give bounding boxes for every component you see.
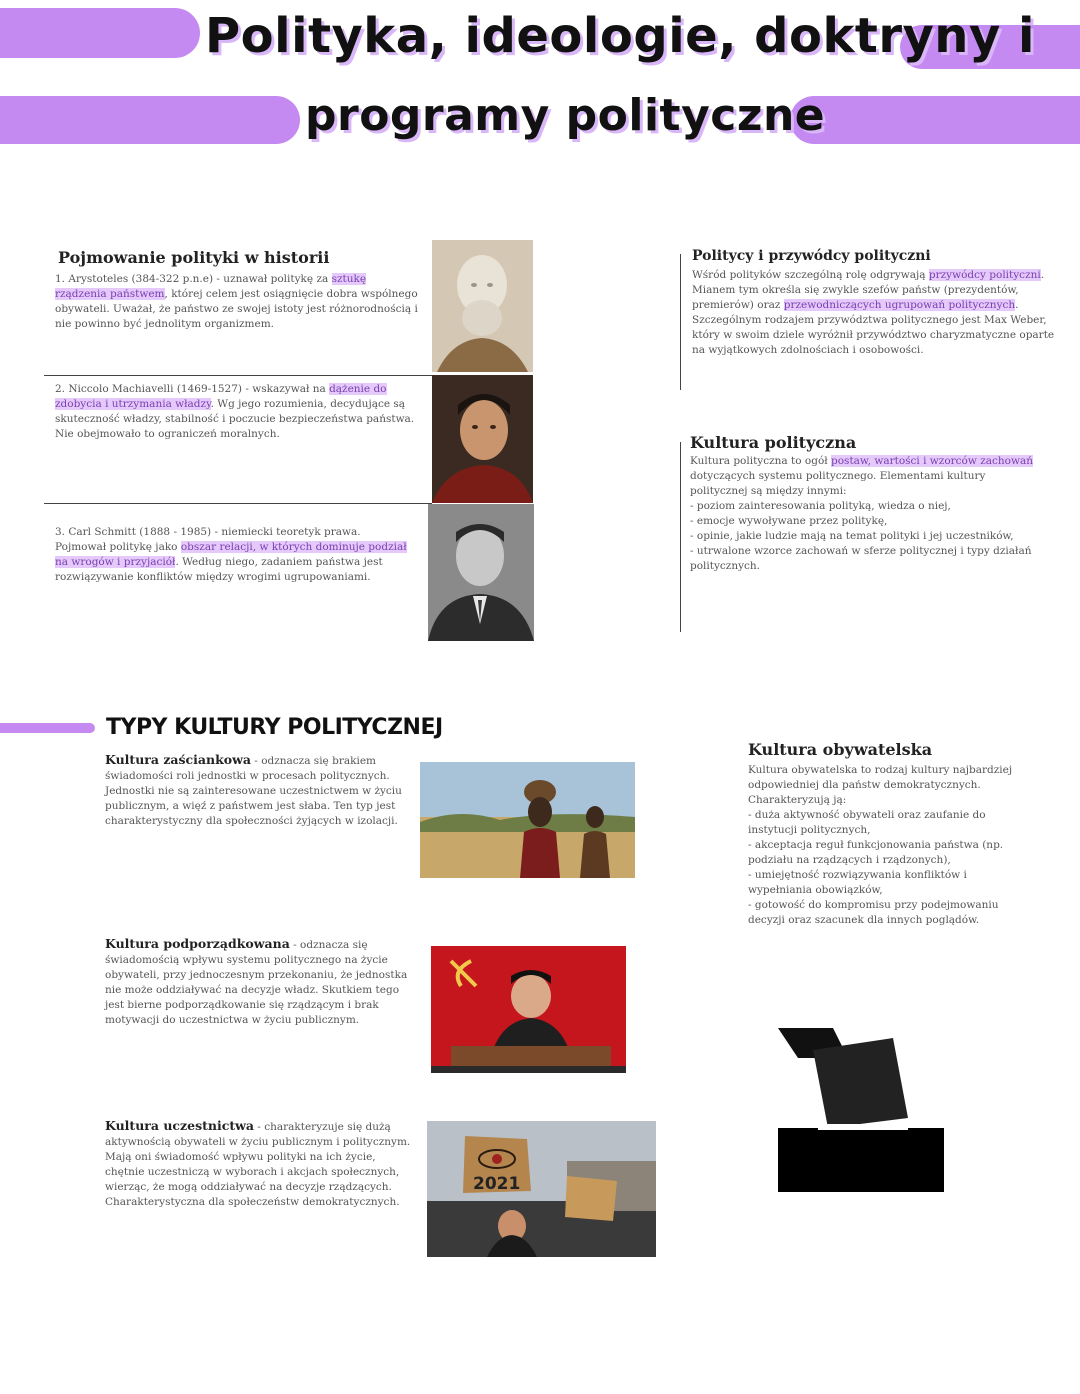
title-bar-left-2 bbox=[0, 96, 300, 144]
culture-item-4: - utrwalone wzorce zachowań w sferze politycznej i typy działań politycznych. bbox=[690, 545, 1032, 572]
protest-photo-image bbox=[427, 1121, 656, 1257]
culture-item-3: - opinie, jakie ludzie mają na temat polityki i jej uczestników, bbox=[690, 530, 1014, 542]
civic-culture-heading: Kultura obywatelska bbox=[748, 740, 933, 759]
page-title-line-1: Polityka, ideologie, doktryny i bbox=[205, 8, 1035, 64]
schmitt-portrait-image bbox=[428, 504, 534, 641]
culture-rule bbox=[680, 442, 681, 632]
civic-culture-text: Kultura obywatelska to rodzaj kultury najbardziej odpowiedniej dla państw demokratycznych. Charakteryzują ją: - duża aktywność obywateli oraz zaufanie do instytucji politycznych, - akceptacja reguł funkcjonowania państwa (np. podziału na rządzących i rządzonych), - umiejętność rozwiązywania konfliktów i wypełniania obowiązków, - gotowość do kompromisu przy podejmowaniu decyzji oraz szacunek dla innych poglądów. bbox=[748, 763, 1018, 928]
tribe-photo-image bbox=[420, 762, 635, 878]
history-divider-1 bbox=[44, 375, 432, 376]
leaders-text: Wśród polityków szczególną rolę odgrywają przywódcy polityczni. Mianem tym określa się zwykle szefów państw (prezydentów, premierów) oraz przewodniczących ugrupowań politycznych. Szczególnym rodzajem przywództwa politycznego jest Max Weber, który w swoim dziele wyróżnił przywództwo charyzmatyczne oparte na wyjątkowych zdolnościach i osobowości. bbox=[692, 269, 1055, 356]
history-divider-2 bbox=[44, 503, 432, 504]
civic-item-2: - akceptacja reguł funkcjonowania państwa (np. podziału na rządzących i rządzonych), bbox=[748, 839, 1004, 866]
machiavelli-portrait-image bbox=[432, 375, 533, 503]
title-bar-right-2 bbox=[790, 96, 1080, 144]
history-entry-3: 3. Carl Schmitt (1888 - 1985) - niemiecki teoretyk prawa. Pojmował politykę jako obszar relacji, w których dominuje podział na wrogów i przyjaciół. Według niego, zadaniem państwa jest rozwiązywanie konfliktów między wrogimi ugrupowaniami. bbox=[55, 526, 407, 583]
types-bar bbox=[0, 723, 95, 733]
types-heading: TYPY KULTURY POLITYCZNEJ bbox=[106, 715, 443, 740]
culture-heading: Kultura polityczna bbox=[690, 433, 857, 452]
parochial-culture-text: Kultura zaściankowa - odznacza się brakiem świadomości roli jednostki w procesach politycznych. Jednostki nie są zainteresowane uczestnictwem w życiu publicznym, a więź z państwem jest słaba. Ten typ jest charakterystyczny dla społeczności żyjących w izolacji. bbox=[105, 752, 402, 827]
participant-culture-text: Kultura uczestnictwa - charakteryzuje się dużą aktywnością obywateli w życiu publicznym i politycznym. Mają oni świadomość wpływu polityki na ich życie, chętnie uczestniczą w wyborach i akcjach społecznych, wierząc, że mogą oddziaływać na decyzje rządzących. Charakterystyczna dla społeczeństw demokratycznych. bbox=[105, 1118, 411, 1208]
ballot-box-image bbox=[778, 1028, 944, 1192]
page-title-line-2: programy polityczne bbox=[305, 90, 826, 141]
protest-sign-text: 2021 bbox=[473, 1174, 521, 1194]
leader-speech-image bbox=[431, 946, 626, 1073]
subject-culture-text: Kultura podporządkowana - odznacza się świadomością wpływu systemu politycznego na życie obywateli, przy jednoczesnym przekonaniu, że jednostka nie może oddziaływać na decyzje władz. Skutkiem tego jest bierne podporządkowanie się rządzącym i brak motywacji do uczestnictwa w życiu publicznym. bbox=[105, 936, 408, 1026]
civic-item-3: - umiejętność rozwiązywania konfliktów i wypełniania obowiązków, bbox=[748, 869, 967, 896]
history-entry-2: 2. Niccolo Machiavelli (1469-1527) - wskazywał na dążenie do zdobycia i utrzymania władzy. Wg jego rozumienia, decydujące są skuteczność władzy, stabilność i poczucie bezpieczeństwa państwa. Nie obejmowało to ograniczeń moralnych. bbox=[55, 383, 415, 440]
civic-item-1: - duża aktywność obywateli oraz zaufanie do instytucji politycznych, bbox=[748, 809, 986, 836]
culture-item-1: - poziom zainteresowania polityką, wiedza o niej, bbox=[690, 500, 951, 512]
history-entry-1: 1. Arystoteles (384-322 p.n.e) - uznawał politykę za sztukę rządzenia państwem, której celem jest osiągnięcie dobra wspólnego obywateli. Uważał, że państwo ze swojej istoty jest różnorodnością i nie powinno być jednolitym organizmem. bbox=[55, 273, 418, 330]
leaders-rule bbox=[680, 254, 681, 390]
civic-item-4: - gotowość do kompromisu przy podejmowaniu decyzji oraz szacunek dla innych poglądów. bbox=[748, 899, 999, 926]
culture-text: Kultura polityczna to ogół postaw, wartości i wzorców zachowań dotyczących systemu politycznego. Elementami kultury politycznej są między innymi: - poziom zainteresowania polityką, wiedza o niej, - emocje wywoływane przez politykę, - opinie, jakie ludzie mają na temat polityki i jej uczestników, - utrwalone wzorce zachowań w sferze politycznej i typy działań politycznych. bbox=[690, 454, 1040, 574]
title-bar-left bbox=[0, 8, 200, 58]
culture-item-2: - emocje wywoływane przez politykę, bbox=[690, 515, 888, 527]
history-heading: Pojmowanie polityki w historii bbox=[58, 248, 330, 267]
aristotle-bust-image bbox=[432, 240, 533, 372]
leaders-heading: Politycy i przywódcy polityczni bbox=[692, 248, 931, 264]
